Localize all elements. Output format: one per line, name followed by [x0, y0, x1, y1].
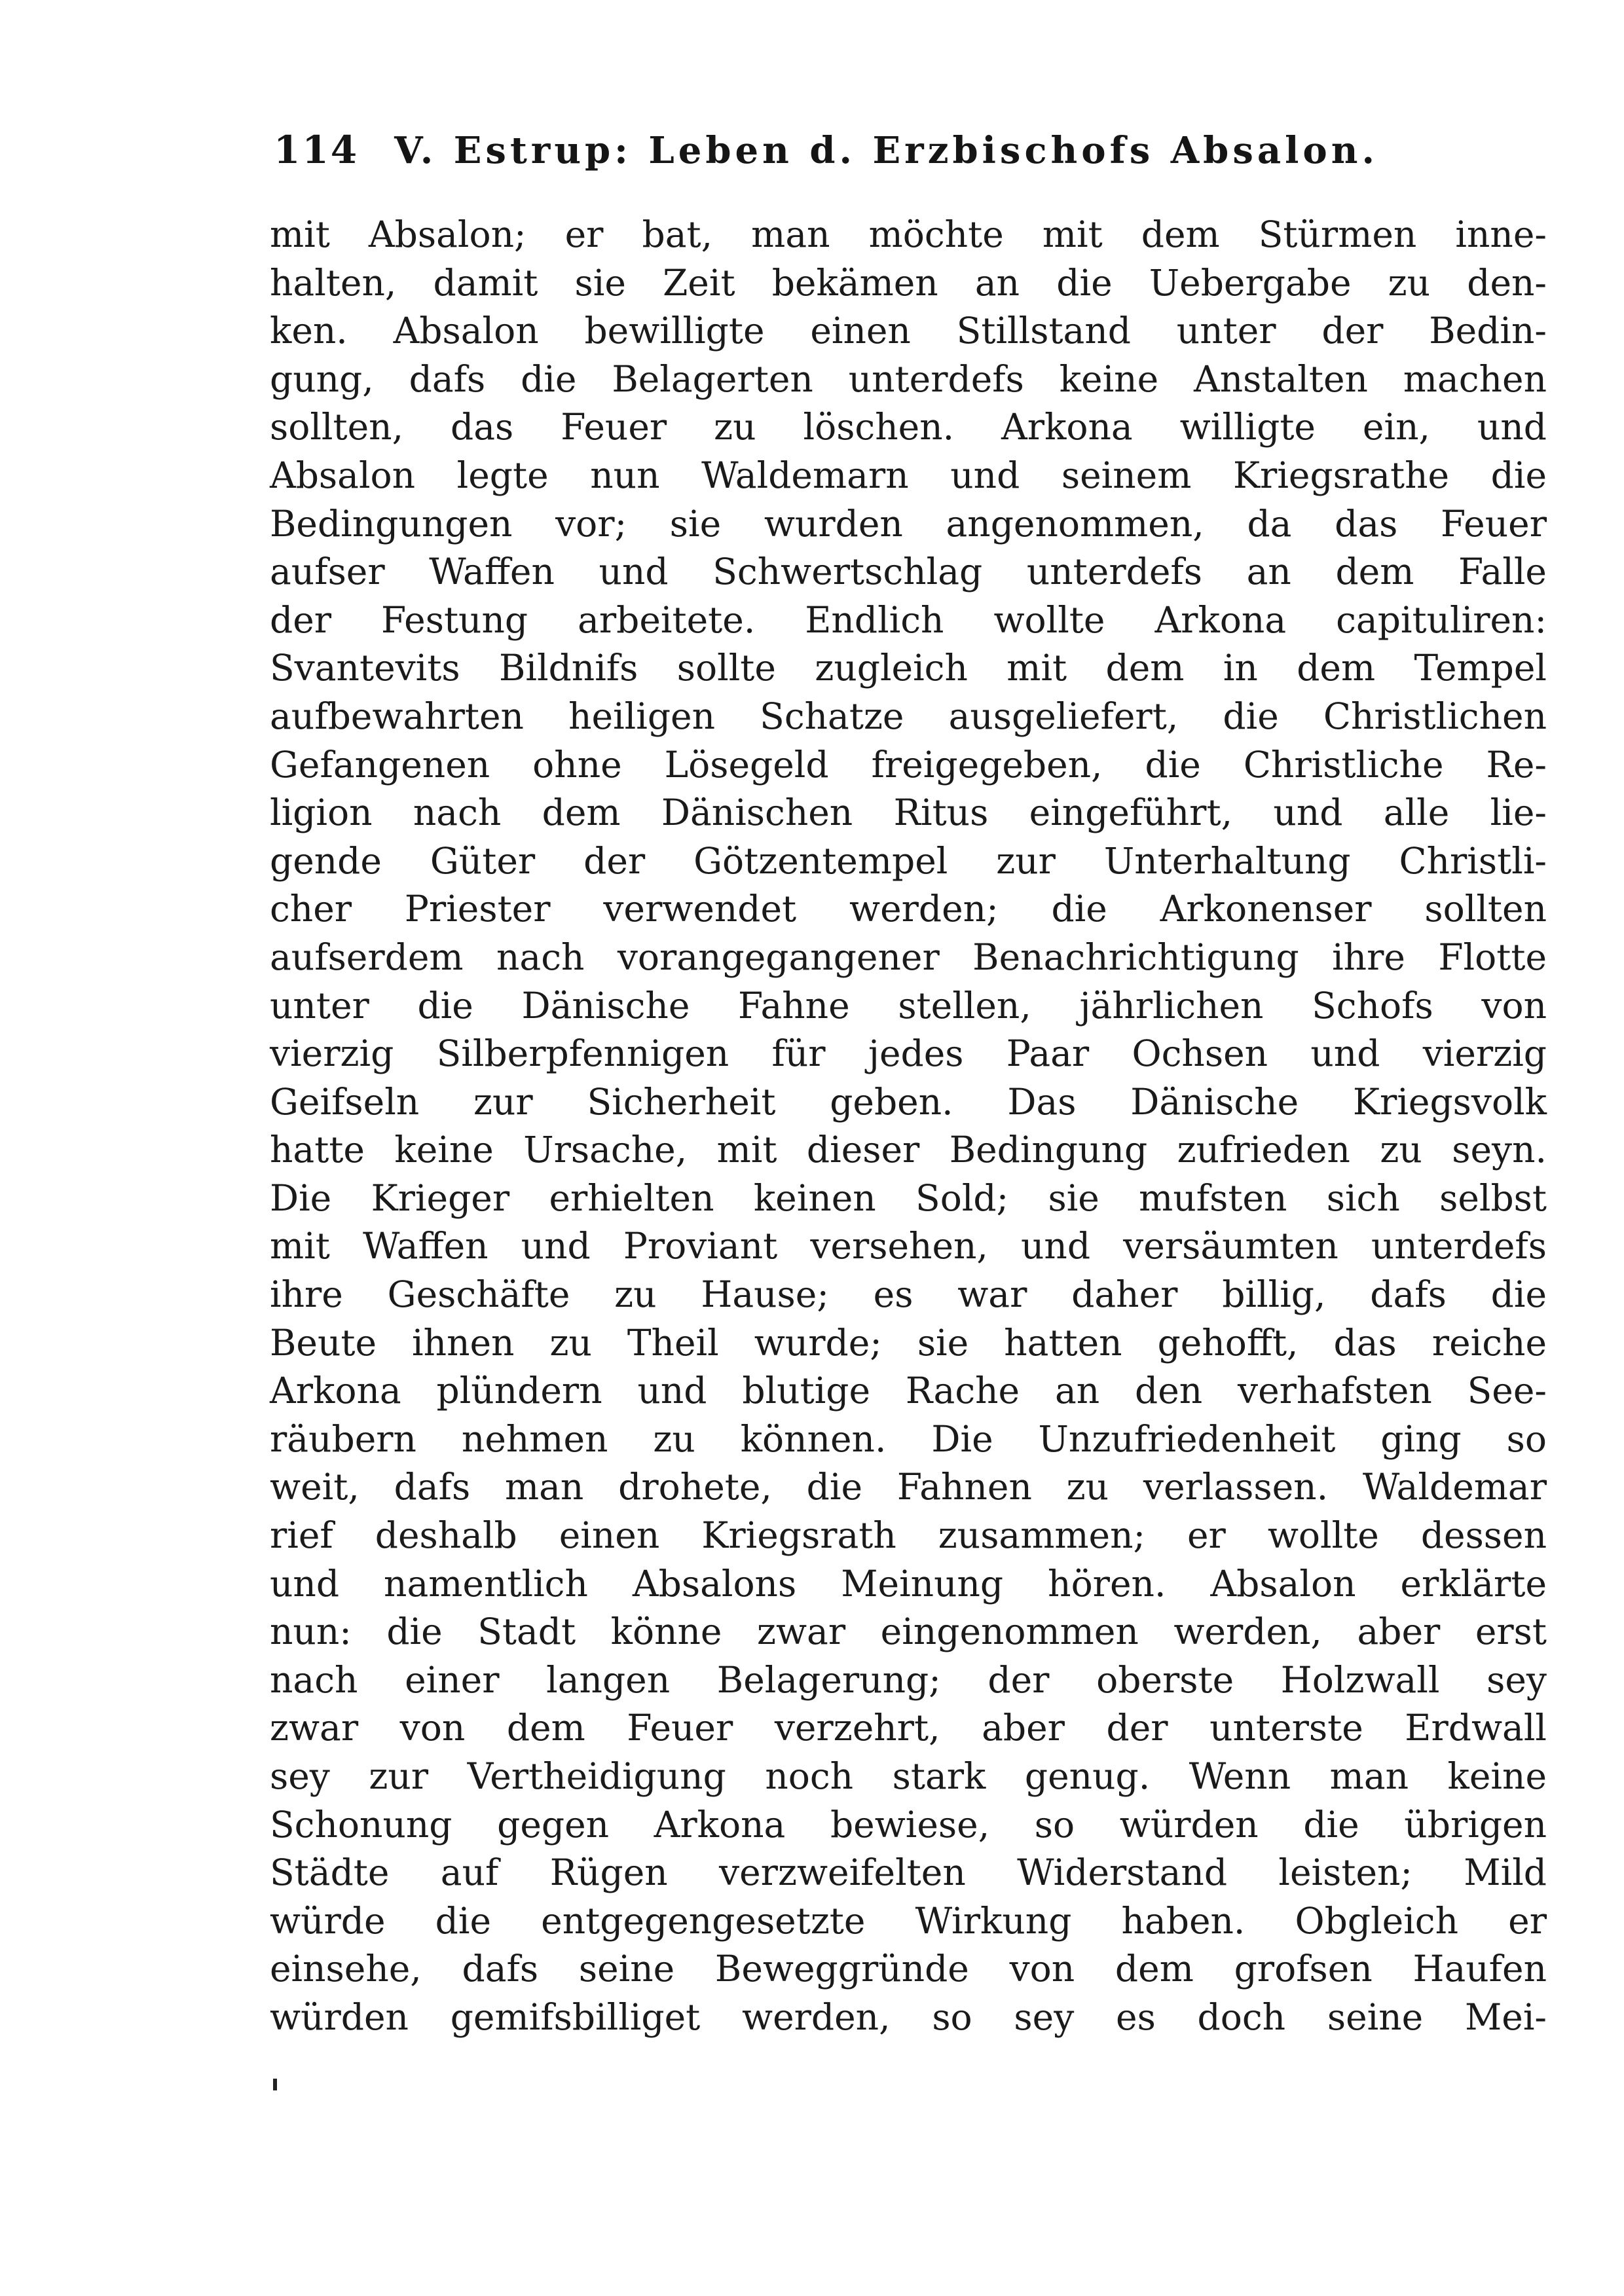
text-line: cher Priester verwendet werden; die Arkonenser sollten — [270, 888, 1547, 930]
running-title: V. Estrup: Leben d. Erzbischofs Absalon. — [394, 129, 1378, 172]
text-line: halten, damit sie Zeit bekämen an die Uebergabe zu den- — [270, 261, 1547, 304]
text-line: zwar von dem Feuer verzehrt, aber der unterste Erdwall — [270, 1707, 1547, 1749]
text-line: würde die entgegengesetzte Wirkung haben. Obgleich er — [270, 1899, 1547, 1942]
text-line: nun: die Stadt könne zwar eingenommen werden, aber erst — [270, 1611, 1547, 1653]
text-line: unter die Dänische Fahne stellen, jährlichen Schofs von — [270, 984, 1547, 1027]
text-line: gende Güter der Götzentempel zur Unterhaltung Christli- — [270, 839, 1547, 882]
text-line: räubern nehmen zu können. Die Unzufriedenheit ging so — [270, 1417, 1547, 1460]
text-line: aufbewahrten heiligen Schatze ausgeliefert, die Christlichen — [270, 695, 1547, 737]
text-line: ihre Geschäfte zu Hause; es war daher billig, dafs die — [270, 1273, 1547, 1316]
text-line: ligion nach dem Dänischen Ritus eingeführt, und alle lie- — [270, 792, 1547, 834]
text-line: Arkona plündern und blutige Rache an den verhafsten See- — [270, 1370, 1547, 1412]
text-line: gung, dafs die Belagerten unterdefs keine Anstalten machen — [270, 357, 1547, 400]
text-line: rief deshalb einen Kriegsrath zusammen; er wollte dessen — [270, 1514, 1547, 1557]
text-line: Gefangenen ohne Lösegeld freigegeben, die Christliche Re- — [270, 743, 1547, 786]
text-line: aufserdem nach vorangegangener Benachrichtigung ihre Flotte — [270, 936, 1547, 978]
text-line: der Festung arbeitete. Endlich wollte Arkona capituliren: — [270, 598, 1547, 641]
text-line: Schonung gegen Arkona bewiese, so würden die übrigen — [270, 1803, 1547, 1846]
body-text — [270, 211, 1547, 2042]
text-line: Geifseln zur Sicherheit geben. Das Dänische Kriegsvolk — [270, 1080, 1547, 1123]
text-line: würden gemifsbilliget werden, so sey es doch seine Mei- — [270, 1995, 1547, 2038]
text-line: hatte keine Ursache, mit dieser Bedingung zufrieden zu seyn. — [270, 1129, 1547, 1171]
text-line: weit, dafs man drohete, die Fahnen zu verlassen. Waldemar — [270, 1466, 1547, 1508]
text-line: Svantevits Bildnifs sollte zugleich mit dem in dem Tempel — [270, 647, 1547, 689]
text-line: ken. Absalon bewilligte einen Stillstand unter der Bedin- — [270, 310, 1547, 352]
page-header — [274, 128, 1532, 187]
text-line: nach einer langen Belagerung; der oberste Holzwall sey — [270, 1658, 1547, 1701]
text-line: vierzig Silberpfennigen für jedes Paar Ochsen und vierzig — [270, 1032, 1547, 1075]
text-line: sollten, das Feuer zu löschen. Arkona willigte ein, und — [270, 406, 1547, 448]
text-line: mit Waffen und Proviant versehen, und versäumten unterdefs — [270, 1225, 1547, 1267]
text-line: Bedingungen vor; sie wurden angenommen, da das Feuer — [270, 502, 1547, 545]
text-line: Die Krieger erhielten keinen Sold; sie mufsten sich selbst — [270, 1176, 1547, 1219]
text-line: sey zur Vertheidigung noch stark genug. Wenn man keine — [270, 1755, 1547, 1797]
footer-ink-mark — [273, 2079, 277, 2090]
text-line: aufser Waffen und Schwertschlag unterdefs an dem Falle — [270, 551, 1547, 593]
text-line: Absalon legte nun Waldemarn und seinem Kriegsrathe die — [270, 454, 1547, 496]
text-line: Beute ihnen zu Theil wurde; sie hatten gehofft, das reiche — [270, 1321, 1547, 1364]
text-line: und namentlich Absalons Meinung hören. Absalon erklärte — [270, 1562, 1547, 1605]
text-line: mit Absalon; er bat, man möchte mit dem Stürmen inne- — [270, 213, 1547, 255]
text-line: Städte auf Rügen verzweifelten Widerstand leisten; Mild — [270, 1851, 1547, 1894]
page-number: 114 — [274, 128, 360, 172]
text-line: einsehe, dafs seine Beweggründe von dem grofsen Haufen — [270, 1948, 1547, 1990]
